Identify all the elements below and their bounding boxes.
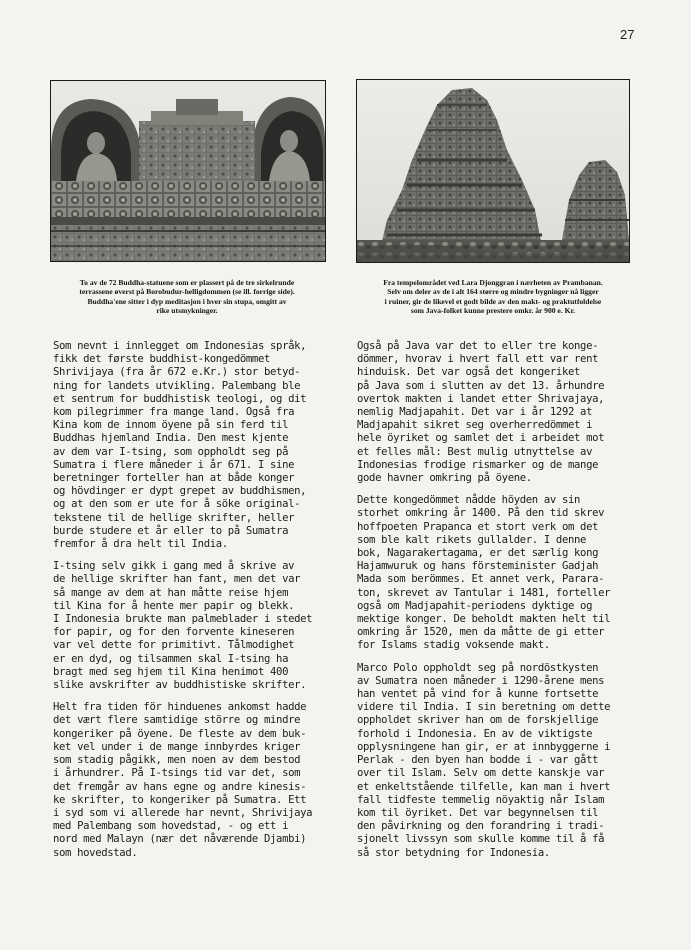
text-line: slike avskrifter av buddhistiske skrifter.: [53, 679, 307, 692]
text-line: overtok makten i landet etter Shrivajaya,: [357, 392, 605, 405]
text-line: nord med Malayn (nær det nåværende Djambi): [53, 833, 307, 846]
paragraph: [53, 560, 338, 692]
text-line: av Sumatra noen måneder i 1290-årene mens: [357, 674, 605, 687]
paragraph: [357, 494, 642, 652]
text-line: Indonesias frodige rismarker og de mange: [357, 458, 599, 471]
text-line: nemlig Madjapahit. Det var i år 1292 at: [357, 406, 593, 419]
text-line: Dette kongedömmet nådde höyden av sin: [357, 494, 581, 507]
paragraph: [357, 662, 642, 860]
photo-caption-right: [350, 278, 636, 316]
text-line: hinduisk. Det var også det kongeriket: [357, 366, 581, 379]
text-line: til Kina for å hente mer papir og blekk.: [53, 599, 295, 612]
text-column-left: [53, 340, 338, 869]
text-line: med Palembang som hovedstad, - og ett i: [53, 820, 289, 833]
text-line: Hajamwuruk og hans försteminister Gadjah: [357, 560, 599, 573]
text-line: Også på Java var det to eller tre konge-: [357, 340, 599, 352]
text-line: ke skrifter, to kongeriker på Sumatra. Ett: [53, 793, 307, 806]
caption-line: Fra tempelområdet ved Lara Djonggran i nærheten av Prambanan.: [383, 278, 603, 287]
text-line: det vært flere samtidige större og mindre: [53, 714, 301, 727]
text-line: beretninger forteller han at både konger: [53, 472, 295, 485]
text-line: bragt med seg hjem til Kina henimot 400: [53, 665, 289, 678]
text-line: i syd som vi allerede har nevnt, Shrivijaya: [53, 806, 313, 819]
text-line: Shrivijaya (fra år 672 e.Kr.) stor betyd-: [53, 366, 301, 379]
text-line: gode havner omkring på öyene.: [357, 472, 532, 485]
text-line: som stadig pågikk, men noen av dem bestod: [53, 754, 301, 767]
text-line: et enkeltstående tilfelle, kan man i hvert: [357, 780, 611, 793]
text-line: omkring år 1520, men da måtte de gi etter: [357, 626, 605, 639]
text-column-right: [357, 340, 642, 869]
text-line: Buddhas hjemland India. Den mest kjente: [53, 432, 289, 445]
text-line: Mada som berömmes. Et annet verk, Parara-: [357, 573, 605, 586]
text-line: var vel dette for primitivt. Tålmodighet: [53, 639, 295, 652]
text-line: storhet omkring år 1400. På den tid skrev: [357, 507, 605, 520]
text-line: Madjapahit sikret seg overherredömmet i: [357, 419, 593, 432]
text-line: i århundrer. På I-tsings tid var det, som: [53, 767, 301, 780]
text-line: burde studere et år eller to på Sumatra: [53, 524, 289, 537]
text-line: et sentrum for buddhistisk teologi, og dit: [53, 392, 307, 405]
text-line: ton, skrevet av Tantular i 1481, forteller: [357, 586, 611, 599]
page-number: 27: [620, 27, 635, 42]
text-line: kom til öyriket. Det var begynnelsen til: [357, 806, 599, 819]
text-line: og hövdinger er dypt grepet av buddhismen,: [53, 485, 307, 498]
text-line: mektige konger. De beholdt makten helt til: [357, 613, 611, 626]
text-line: dömmer, hvorav i hvert fall ett var rent: [357, 353, 599, 366]
text-line: hoffpoeten Prapanca et stort verk om det: [357, 520, 599, 533]
text-line: så stor betydning for Indonesia.: [357, 846, 550, 859]
text-line: den påvirkning og den forandring i tradi-: [357, 820, 605, 833]
text-line: som ble kalt rikets gullalder. I denne: [357, 533, 587, 546]
text-line: et felles mål: Best mulig utnyttelse av: [357, 445, 593, 458]
text-line: av dem var I-tsing, som oppholdt seg på: [53, 445, 289, 458]
text-line: er en dyd, og tilsammen skal I-tsing ha: [53, 652, 289, 665]
text-line: for Islams stadig voksende makt.: [357, 639, 550, 652]
caption-line: To av de 72 Buddha-statuene som er plassert på de tre sirkelrunde: [79, 278, 295, 287]
text-line: videre til India. I sin beretning om dette: [357, 701, 611, 714]
text-line: Marco Polo oppholdt seg på nordöstkysten: [357, 661, 599, 674]
caption-line: Selv om deler av de i alt 164 større og mindre bygninger nå ligger: [387, 287, 599, 297]
caption-line: Buddha'ene sitter i dyp meditasjon i hver sin stupa, omgitt av: [87, 296, 287, 306]
text-line: for papir, og for den forvente kineseren: [53, 626, 295, 639]
text-line: tekstene til de hellige skrifter, heller: [53, 511, 295, 524]
text-line: Sumatra i flere måneder i år 671. I sine: [53, 458, 295, 471]
text-line: de hellige skrifter han fant, men det var: [53, 573, 301, 586]
borobudur-buddha-photo: [50, 80, 326, 262]
text-line: I-tsing selv gikk i gang med å skrive av: [53, 560, 295, 573]
text-line: fikk det første buddhist-kongedömmet: [53, 353, 271, 366]
text-line: hele öyriket og samlet det i arbeidet mot: [357, 432, 605, 445]
text-line: I Indonesia brukte man palmeblader i stedet: [53, 613, 313, 626]
paragraph: [357, 340, 642, 485]
text-line: på Java som i slutten av det 13. århundre: [357, 379, 605, 392]
text-line: Perlak - den byen han bodde i - var gått: [357, 754, 599, 767]
text-line: forhold i Indonesia. En av de viktigste: [357, 727, 593, 740]
text-line: ket vel under i de mange innbyrdes kriger: [53, 740, 301, 753]
text-line: og at den som er ute for å söke original-: [53, 498, 301, 511]
text-line: bok, Nagarakertagama, er det særlig kong: [357, 547, 599, 560]
text-line: sjonelt livssyn som skulle komme til å få: [357, 833, 605, 846]
text-line: kom pilegrimmer fra mange land. Også fra: [53, 406, 295, 419]
text-line: oppholdet skriver han om de forskjellige: [357, 714, 599, 727]
text-line: det fremgår av hans egne og andre kinesis-: [53, 780, 307, 793]
text-line: som hovedstad.: [53, 846, 138, 859]
caption-line: som Java-folket kunne prestere omkr. år 900 e. Kr.: [410, 306, 576, 316]
paragraph: [53, 340, 338, 551]
text-line: over til Islam. Selv om dette kanskje var: [357, 767, 605, 780]
lara-djonggran-temple-photo: [356, 79, 630, 263]
text-line: opplysningene han gir, er at innbyggerne i: [357, 740, 611, 753]
text-line: også om Madjapahit-periodens dyktige og: [357, 599, 593, 612]
caption-line: terrassene øverst på Borobudur-helligdommen (se ill. forrige side).: [79, 287, 295, 297]
text-line: han ventet på vind for å kunne fortsette: [357, 688, 599, 701]
text-line: Helt fra tiden för hinduenes ankomst hadde: [53, 701, 307, 714]
text-line: Som nevnt i innlegget om Indonesias språk,: [53, 340, 307, 352]
text-line: ning for landets utvikling. Palembang ble: [53, 379, 301, 392]
paragraph: [53, 701, 338, 859]
caption-line: rike utsmykninger.: [156, 306, 218, 316]
caption-line: i ruiner, gir de likevel et godt bilde av den makt- og praktutfoldelse: [384, 296, 602, 306]
text-line: fall tidfeste temmelig nöyaktig når Islam: [357, 793, 605, 806]
photo-caption-left: [44, 278, 330, 316]
text-line: så mange av dem at han måtte reise hjem: [53, 586, 289, 599]
text-line: fremfor å dra helt til India.: [53, 538, 228, 551]
text-line: Kina kom de innom öyene på sin ferd til: [53, 419, 289, 432]
text-line: kongeriker på öyene. De fleste av dem buk-: [53, 727, 307, 740]
